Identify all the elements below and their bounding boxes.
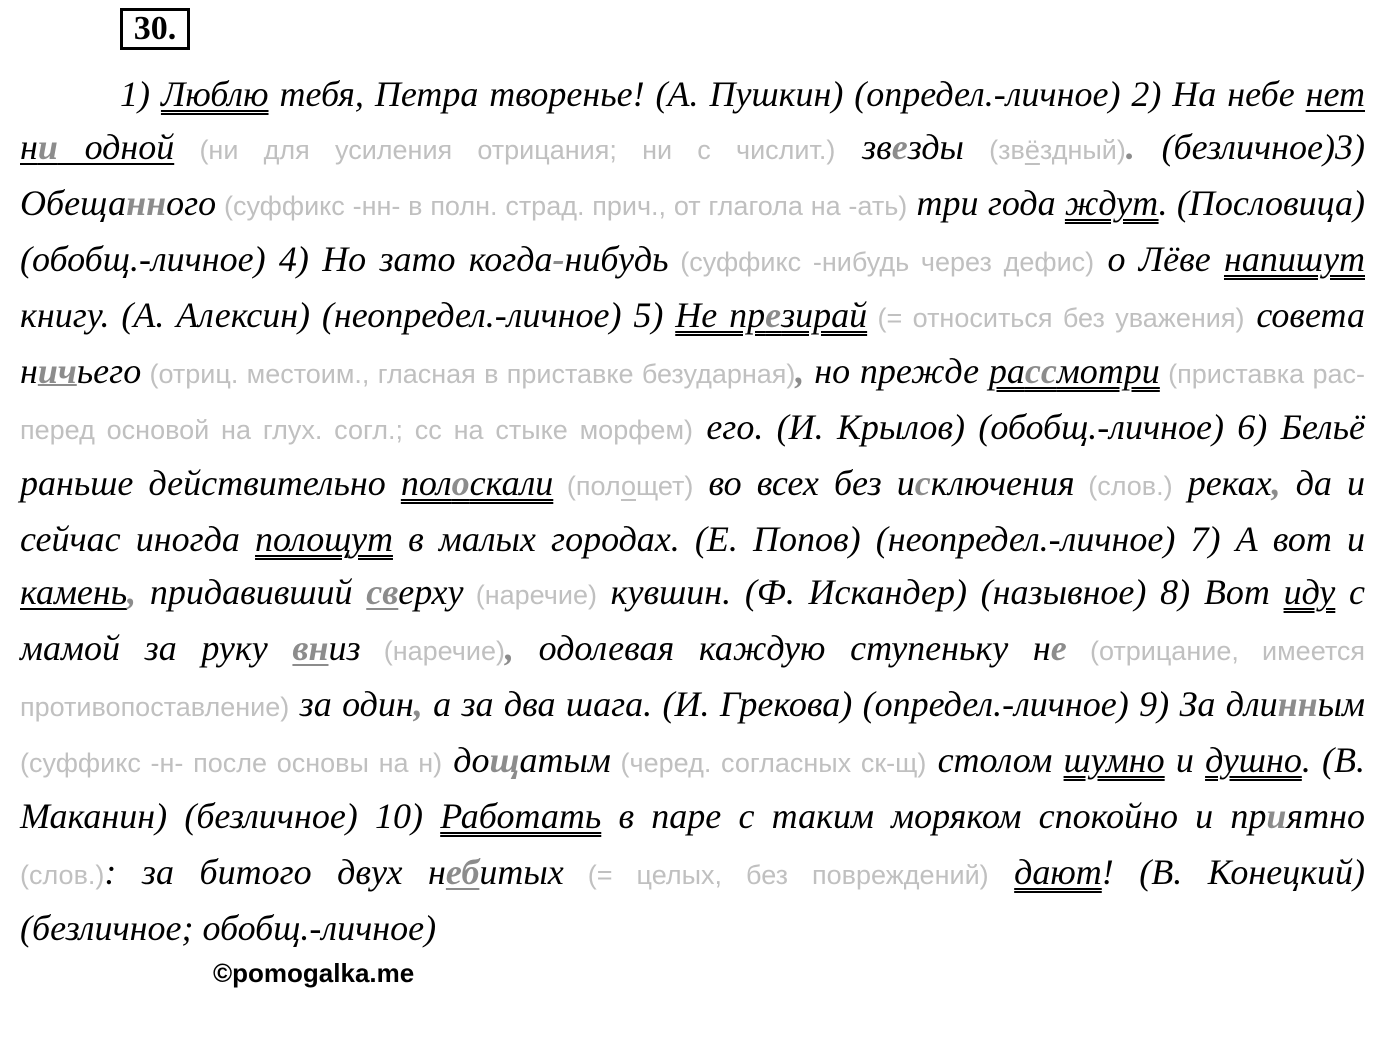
text-run: кувшин. (Ф. Искандер) (назывное) 8) Вот <box>596 572 1284 612</box>
text-run: его. (И. Крылов) (обобщ.-личное) 6) Бельё раньше действительно <box>20 407 1365 503</box>
predicate: душно <box>1205 740 1302 780</box>
punctuation-highlight: , <box>413 684 423 724</box>
sentence-number: 1) <box>120 74 161 114</box>
text-run: ым <box>1317 684 1365 724</box>
text-run: . (В. Маканин) (безличное) 10) <box>20 740 1365 836</box>
exercise-text <box>20 68 1365 955</box>
spelling-highlight: и <box>37 127 58 167</box>
spelling-comment: (отриц. местоим., гласная в приставке безударная) <box>141 359 796 389</box>
text-run: а за два шага. (И. Грекова) (определ.-личное) 9) За дли <box>422 684 1278 724</box>
punctuation-highlight: , <box>795 351 805 391</box>
spelling-comment: (слов.) <box>20 860 105 890</box>
spelling-highlight: о <box>451 463 470 503</box>
spelling-comment: (суффикс -н- после основы на н) <box>20 748 443 778</box>
text-run: тым <box>537 740 611 780</box>
predicate: полоскали <box>400 463 554 503</box>
predicate: Работать <box>440 796 602 836</box>
predicate: нет <box>1305 74 1365 114</box>
text-run: итых <box>479 852 564 892</box>
text-run: совета н <box>20 295 1365 391</box>
text-run: до <box>442 740 490 780</box>
spelling-highlight: св <box>366 572 399 612</box>
text-run: но прежде <box>804 351 989 391</box>
text-run: да и сейчас иногда <box>20 463 1366 559</box>
spelling-comment: (черед. согласных ск-щ) <box>610 748 927 778</box>
predicate: дают <box>1014 852 1102 892</box>
predicate: шумно <box>1063 740 1165 780</box>
spelling-highlight: ич <box>37 351 77 391</box>
spelling-highlight: с <box>914 463 931 503</box>
spelling-highlight: е <box>765 295 782 335</box>
text-run: в малых городах. (Е. Попов) (неопредел.-личное) 7) А вот и <box>392 519 1366 559</box>
punctuation-highlight: , <box>127 572 137 612</box>
predicate: напишут <box>1223 239 1365 279</box>
text-run: . (Пословица) (обобщ.-личное) 4) Но зато когда <box>20 183 1365 279</box>
text-run: (безличное)3) Обеща <box>20 127 1365 223</box>
spelling-comment: (наречие) <box>463 580 597 610</box>
text-run: одолевая каждую ступеньку н <box>513 628 1051 668</box>
text-run: из <box>328 628 361 668</box>
predicate: рассмотри <box>988 351 1160 391</box>
spelling-comment: (ни для усиления отрицания; ни с числит.) <box>174 135 836 165</box>
text-run: книгу. (А. Алексин) (неопредел.-личное) 5) <box>20 295 676 335</box>
spelling-comment: (отрицание, имеется противопоставление) <box>20 636 1365 722</box>
predicate: Люблю <box>160 74 269 114</box>
spelling-comment: (= относиться без уважения) <box>867 303 1245 333</box>
predicate: ждут <box>1064 183 1159 223</box>
text-run: реках <box>1172 463 1272 503</box>
spelling-comment: (полощет) <box>553 471 694 501</box>
text-run: тебя, Петра творенье! (А. Пушкин) (определ.-личное) 2) На небе <box>268 74 1306 114</box>
text-run: о Лёве <box>1094 239 1224 279</box>
watermark: ©pomogalka.me <box>213 958 415 988</box>
exercise-number: 30. <box>120 8 190 50</box>
predicate: Не презирай <box>675 295 868 335</box>
spelling-highlight: е <box>1050 628 1067 668</box>
predicate: иду <box>1283 572 1336 612</box>
text-run: ятно <box>1286 796 1365 836</box>
text-run: зв <box>835 127 892 167</box>
punctuation-highlight: , <box>1271 463 1281 503</box>
text-run: ключения <box>930 463 1075 503</box>
text-run: за один <box>289 684 414 724</box>
spelling-comment: (суффикс -нн- в полн. страд. прич., от глагола на -ать) <box>216 191 908 221</box>
text-run: столом <box>926 740 1064 780</box>
text-run: нибудь <box>564 239 669 279</box>
text-run: ни одной <box>20 127 175 167</box>
text-run: ьего <box>76 351 142 391</box>
spelling-highlight: вн <box>292 628 329 668</box>
text-run: три года <box>907 183 1065 223</box>
text-run: придавивший <box>136 572 367 612</box>
spelling-comment: (слов.) <box>1074 471 1173 501</box>
punctuation-highlight: , <box>504 628 514 668</box>
text-run <box>989 852 1015 892</box>
spelling-highlight: нн <box>126 183 167 223</box>
spelling-comment: (звёздный) <box>963 135 1126 165</box>
spelling-comment: (суффикс -нибудь через дефис) <box>668 247 1095 277</box>
spelling-highlight: е <box>891 127 908 167</box>
spelling-highlight: сс <box>1024 351 1057 391</box>
punctuation-highlight: . <box>1125 127 1135 167</box>
text-run: : за битого двух н <box>104 852 446 892</box>
text-run: с мамой за руку <box>20 572 1365 668</box>
spelling-highlight: щ <box>489 740 520 780</box>
text-run: ерху <box>398 572 464 612</box>
text-run: и <box>1164 740 1206 780</box>
text-run: а <box>519 740 538 780</box>
predicate: полощут <box>255 519 393 559</box>
text-run: во всех без и <box>693 463 915 503</box>
text-run: зды <box>907 127 964 167</box>
spelling-highlight: еб <box>445 852 480 892</box>
spelling-highlight: нн <box>1277 684 1318 724</box>
spelling-highlight: и <box>1266 796 1287 836</box>
spelling-highlight: - <box>552 239 565 279</box>
text-run: ! (В. Конецкий) (безличное; обобщ.-личное) <box>20 852 1365 948</box>
subject: камень <box>20 572 128 612</box>
spelling-comment: (= целых, без повреждений) <box>563 860 989 890</box>
text-run: ого <box>166 183 217 223</box>
text-run: в паре с таким моряком спокойно и пр <box>601 796 1267 836</box>
spelling-comment: (приставка рас- перед основой на глух. согл.; сс на стыке морфем) <box>20 359 1365 445</box>
spelling-comment: (наречие) <box>360 636 505 666</box>
